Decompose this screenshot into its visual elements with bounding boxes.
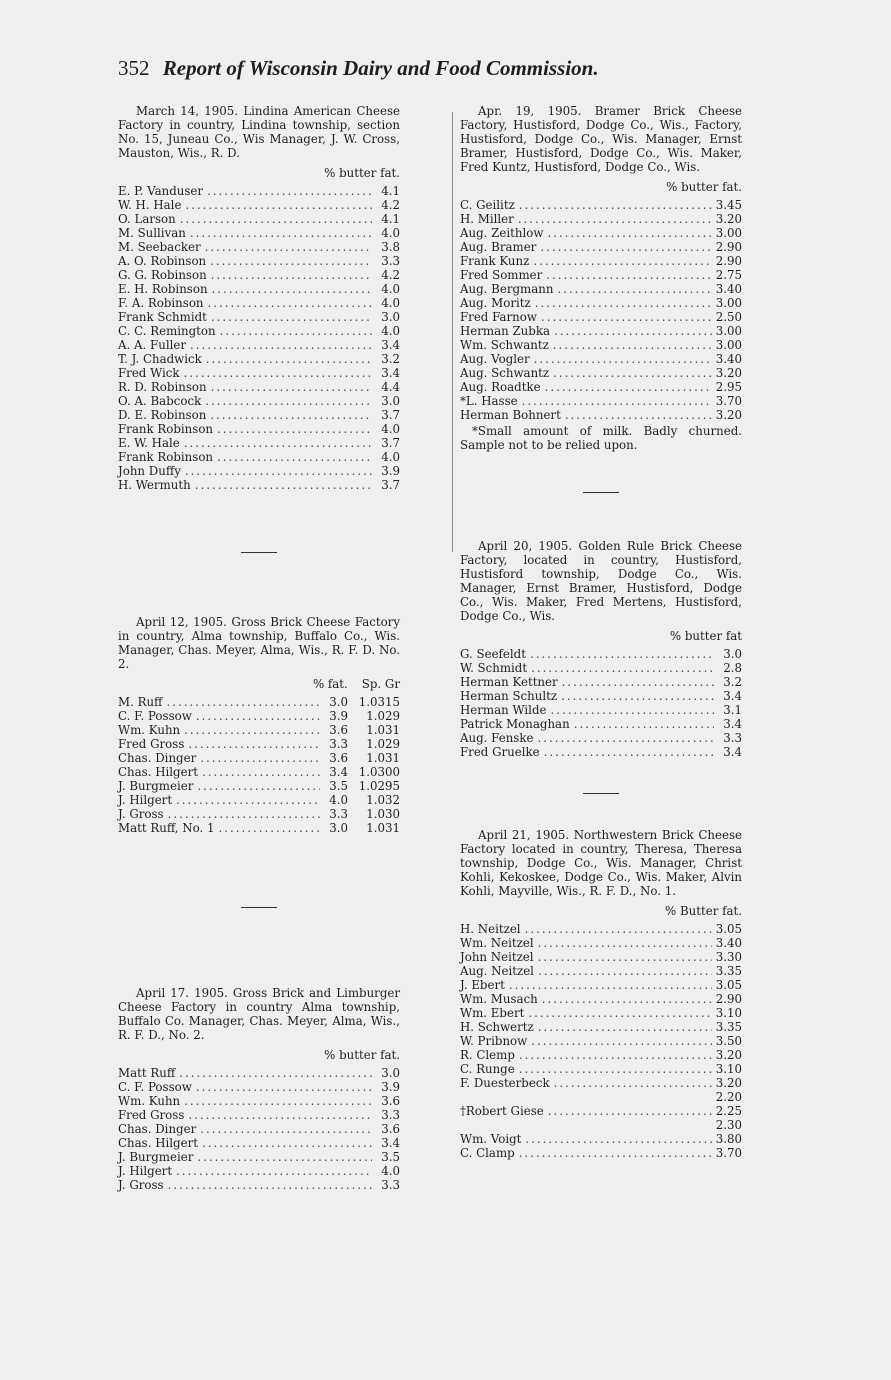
right-column — [460, 104, 742, 1160]
fat-value: 3.4 — [329, 765, 348, 779]
patron-name: H. Miller — [460, 212, 514, 226]
list-item — [118, 737, 400, 751]
patron-name: R. Clemp — [460, 1048, 515, 1062]
fat-value: 3.0 — [381, 310, 400, 324]
list-item — [118, 394, 400, 408]
report-gross-limburger — [118, 986, 400, 1192]
specific-gravity-value: 1.030 — [366, 807, 400, 821]
list-item — [460, 1146, 742, 1160]
fat-value: 3.80 — [715, 1132, 742, 1146]
patron-name: M. Sullivan — [118, 226, 186, 240]
patron-name: Wm. Kuhn — [118, 723, 181, 737]
specific-gravity-value: 1.032 — [366, 793, 400, 807]
patron-name: †Robert Giese — [460, 1104, 544, 1118]
fat-value: 3.0 — [329, 695, 348, 709]
fat-value: 4.0 — [381, 1164, 400, 1178]
patron-name: E. P. Vanduser — [118, 184, 204, 198]
fat-value: 3.50 — [715, 1034, 742, 1048]
patron-name: A. A. Fuller — [118, 338, 186, 352]
list-item — [118, 450, 400, 464]
list-item — [118, 184, 400, 198]
patron-name: Aug. Neitzel — [460, 964, 534, 978]
fat-value: 3.4 — [723, 689, 742, 703]
fat-value: 3.3 — [381, 1178, 400, 1192]
patron-name: F. A. Robinson — [118, 296, 204, 310]
fat-value: 3.0 — [381, 394, 400, 408]
patron-name: Chas. Dinger — [118, 751, 197, 765]
patron-name: G. G. Robinson — [118, 268, 207, 282]
column-header — [460, 629, 742, 643]
patron-name: C. F. Possow — [118, 709, 192, 723]
fat-value: 3.20 — [715, 212, 742, 226]
fat-value: 4.2 — [381, 268, 400, 282]
list-item — [460, 1118, 742, 1132]
list-item — [118, 380, 400, 394]
butter-fat-header: % Butter fat. — [665, 904, 742, 918]
fat-value: 4.1 — [381, 212, 400, 226]
patron-name: M. Seebacker — [118, 240, 201, 254]
report-northwestern — [460, 828, 742, 1160]
list-item — [118, 212, 400, 226]
patron-name: Aug. Bramer — [460, 240, 537, 254]
list-item — [118, 723, 400, 737]
specific-gravity-value: 1.031 — [366, 751, 400, 765]
list-item — [460, 268, 742, 282]
patron-name: Frank Schmidt — [118, 310, 207, 324]
list-item — [460, 647, 742, 661]
list-item — [118, 240, 400, 254]
patron-name: J. Gross — [118, 807, 164, 821]
patron-name: Frank Robinson — [118, 422, 214, 436]
report-lindina — [118, 104, 400, 492]
fat-value: 3.10 — [715, 1006, 742, 1020]
fat-value: 4.0 — [381, 296, 400, 310]
list-item — [118, 1108, 400, 1122]
patron-name: C. Runge — [460, 1062, 515, 1076]
results-list — [460, 198, 742, 422]
fat-value: 3.0 — [723, 647, 742, 661]
list-item — [118, 198, 400, 212]
fat-value: 2.20 — [715, 1090, 742, 1104]
report-bramer-brick — [460, 104, 742, 452]
results-list — [118, 184, 400, 492]
fat-value: 3.10 — [715, 1062, 742, 1076]
patron-name: Frank Robinson — [118, 450, 214, 464]
patron-name: J. Ebert — [460, 978, 505, 992]
patron-name: Aug. Vogler — [460, 352, 530, 366]
fat-value: 2.75 — [715, 268, 742, 282]
patron-name: D. E. Robinson — [118, 408, 207, 422]
list-item — [460, 408, 742, 422]
butter-fat-header: % butter fat. — [324, 166, 400, 180]
column-header — [460, 180, 742, 194]
list-item — [118, 793, 400, 807]
list-item — [460, 282, 742, 296]
patron-name: M. Ruff — [118, 695, 163, 709]
patron-name: J. Hilgert — [118, 793, 173, 807]
report-heading: April 20, 1905. Golden Rule Brick Cheese Factory, located in country, Hustisford, Hustisford township, Dodge Co., Wis. Manager, Ernst Bramer, Hustisford, Dodge Co., Wis. Maker, Fred Mertens, Hustisford, Dodge Co., Wis. — [460, 539, 742, 623]
patron-name: Aug. Zeithlow — [460, 226, 544, 240]
patron-name: Wm. Neitzel — [460, 936, 534, 950]
report-heading: April 17. 1905. Gross Brick and Limburger Cheese Factory in country Alma township, Buffalo Co. Manager, Chas. Meyer, Alma, Wis., R. F. D., No. 2. — [118, 986, 400, 1042]
list-item — [118, 366, 400, 380]
fat-value: 3.05 — [715, 978, 742, 992]
list-item — [460, 1104, 742, 1118]
list-item — [118, 807, 400, 821]
list-item — [118, 422, 400, 436]
list-item — [118, 1066, 400, 1080]
list-item — [460, 1034, 742, 1048]
report-heading: April 12, 1905. Gross Brick Cheese Factory in country, Alma township, Buffalo Co., Wis. Manager, Chas. Meyer, Alma, Wis., R. F. D. No. 2. — [118, 615, 400, 671]
fat-value: 4.0 — [381, 422, 400, 436]
list-item — [118, 1178, 400, 1192]
page-title: Report of Wisconsin Dairy and Food Commission. — [162, 56, 599, 80]
list-item — [460, 226, 742, 240]
fat-value: 3.5 — [381, 1150, 400, 1164]
patron-name: C. Clamp — [460, 1146, 515, 1160]
fat-value: 2.25 — [715, 1104, 742, 1118]
list-item — [460, 324, 742, 338]
list-item — [460, 1020, 742, 1034]
list-item — [118, 1094, 400, 1108]
report-heading: Apr. 19, 1905. Bramer Brick Cheese Factory, Hustisford, Dodge Co., Wis., Factory, Hustisford, Dodge Co., Wis. Manager, Ernst Bramer, Hustisford, Dodge Co., Wis. Maker, Fred Kuntz, Hustisford, Dodge Co., Wis. — [460, 104, 742, 174]
fat-value: 3.70 — [715, 1146, 742, 1160]
fat-value: 3.8 — [381, 240, 400, 254]
patron-name: W. H. Hale — [118, 198, 182, 212]
patron-name: Herman Schultz — [460, 689, 558, 703]
fat-value: 3.4 — [381, 338, 400, 352]
fat-value: 3.20 — [715, 408, 742, 422]
patron-name: C. F. Possow — [118, 1080, 192, 1094]
page-header — [118, 56, 738, 81]
fat-value: 3.9 — [329, 709, 348, 723]
list-item — [460, 992, 742, 1006]
patron-name: Wm. Voigt — [460, 1132, 522, 1146]
fat-value: 4.0 — [329, 793, 348, 807]
fat-value: 4.4 — [381, 380, 400, 394]
patron-name: Wm. Kuhn — [118, 1094, 181, 1108]
fat-value: 4.1 — [381, 184, 400, 198]
patron-name: Fred Farnow — [460, 310, 537, 324]
patron-name: O. A. Babcock — [118, 394, 202, 408]
list-item — [460, 198, 742, 212]
list-item — [118, 296, 400, 310]
fat-value: 3.20 — [715, 1076, 742, 1090]
fat-value: 3.2 — [381, 352, 400, 366]
fat-value: 4.0 — [381, 450, 400, 464]
fat-value: 4.0 — [381, 282, 400, 296]
list-item — [118, 352, 400, 366]
list-item — [460, 978, 742, 992]
butter-fat-header: % butter fat — [669, 629, 742, 643]
list-item — [460, 661, 742, 675]
specific-gravity-header: Sp. Gr — [361, 677, 400, 691]
patron-name: C. C. Remington — [118, 324, 216, 338]
list-item — [460, 703, 742, 717]
fat-value: 3.00 — [715, 338, 742, 352]
fat-value: 3.30 — [715, 950, 742, 964]
fat-value: 3.4 — [723, 745, 742, 759]
fat-value: 3.20 — [715, 1048, 742, 1062]
list-item — [118, 324, 400, 338]
list-item — [460, 1132, 742, 1146]
fat-value: 2.30 — [715, 1118, 742, 1132]
fat-value: 3.6 — [381, 1094, 400, 1108]
fat-value: 3.7 — [381, 436, 400, 450]
fat-value: 3.45 — [715, 198, 742, 212]
fat-value: 3.35 — [715, 1020, 742, 1034]
fat-header: % fat. — [312, 677, 348, 691]
patron-name: R. D. Robinson — [118, 380, 207, 394]
patron-name: Aug. Bergmann — [460, 282, 554, 296]
list-item — [460, 922, 742, 936]
list-item — [460, 936, 742, 950]
specific-gravity-value: 1.031 — [366, 723, 400, 737]
report-heading: March 14, 1905. Lindina American Cheese Factory in country, Lindina township, section No. 15, Juneau Co., Wis Manager, J. W. Cross, Mauston, Wis., R. D. — [118, 104, 400, 160]
fat-value: 3.0 — [381, 1066, 400, 1080]
results-list — [460, 647, 742, 759]
patron-name: Fred Gross — [118, 737, 185, 751]
fat-value: 3.0 — [329, 821, 348, 835]
list-item — [460, 675, 742, 689]
fat-value: 3.4 — [381, 366, 400, 380]
fat-value: 3.05 — [715, 922, 742, 936]
patron-name: T. J. Chadwick — [118, 352, 202, 366]
patron-name: A. O. Robinson — [118, 254, 207, 268]
fat-value: 3.40 — [715, 282, 742, 296]
report-gross-brick — [118, 615, 400, 835]
specific-gravity-value: 1.0295 — [358, 779, 400, 793]
patron-name: F. Duesterbeck — [460, 1076, 550, 1090]
patron-name: H. Schwertz — [460, 1020, 534, 1034]
fat-value: 3.6 — [329, 751, 348, 765]
fat-value: 3.3 — [381, 254, 400, 268]
patron-name: Herman Wilde — [460, 703, 547, 717]
section-divider — [241, 552, 277, 553]
fat-value: 3.3 — [329, 807, 348, 821]
patron-name: Chas. Dinger — [118, 1122, 197, 1136]
fat-value: 4.0 — [381, 226, 400, 240]
patron-name: Fred Sommer — [460, 268, 543, 282]
specific-gravity-value: 1.031 — [366, 821, 400, 835]
fat-value: 3.9 — [381, 464, 400, 478]
list-item — [460, 338, 742, 352]
list-item — [118, 1122, 400, 1136]
list-item — [460, 689, 742, 703]
patron-name: Herman Zubka — [460, 324, 551, 338]
fat-value: 3.7 — [381, 478, 400, 492]
fat-value: 3.20 — [715, 366, 742, 380]
fat-value: 2.90 — [715, 240, 742, 254]
specific-gravity-value: 1.029 — [366, 709, 400, 723]
fat-value: 3.2 — [723, 675, 742, 689]
patron-name: Herman Kettner — [460, 675, 558, 689]
results-list — [118, 1066, 400, 1192]
list-item — [118, 254, 400, 268]
list-item — [460, 1048, 742, 1062]
list-item — [118, 751, 400, 765]
list-item — [118, 1136, 400, 1150]
fat-value: 3.5 — [329, 779, 348, 793]
list-item — [118, 436, 400, 450]
specific-gravity-value: 1.029 — [366, 737, 400, 751]
patron-name: Frank Kunz — [460, 254, 530, 268]
patron-name: E. W. Hale — [118, 436, 180, 450]
fat-value: 3.3 — [723, 731, 742, 745]
patron-name: Wm. Ebert — [460, 1006, 525, 1020]
fat-value: 3.40 — [715, 936, 742, 950]
patron-name: John Duffy — [118, 464, 181, 478]
report-heading: April 21, 1905. Northwestern Brick Cheese Factory located in country, Theresa, Theresa township, Dodge Co., Wis. Manager, Christ Kohli, Kekoskee, Dodge Co., Wis. Maker, Alvin Kohli, Mayville, Wis., R. F. D., No. 1. — [460, 828, 742, 898]
results-list — [118, 695, 400, 835]
fat-value: 3.4 — [723, 717, 742, 731]
column-header — [118, 166, 400, 180]
list-item — [460, 310, 742, 324]
list-item — [460, 1006, 742, 1020]
list-item — [460, 717, 742, 731]
patron-name: Patrick Monaghan — [460, 717, 570, 731]
list-item — [460, 1090, 742, 1104]
list-item — [118, 310, 400, 324]
patron-name: Herman Bohnert — [460, 408, 561, 422]
section-divider — [583, 492, 619, 493]
list-item — [460, 745, 742, 759]
fat-value: 3.00 — [715, 296, 742, 310]
fat-value: 3.3 — [329, 737, 348, 751]
fat-value: 3.70 — [715, 394, 742, 408]
fat-value: 2.50 — [715, 310, 742, 324]
specific-gravity-value: 1.0315 — [358, 695, 400, 709]
list-item — [118, 1164, 400, 1178]
list-item — [118, 464, 400, 478]
patron-name: W. Pribnow — [460, 1034, 528, 1048]
list-item — [118, 478, 400, 492]
patron-name: Aug. Moritz — [460, 296, 531, 310]
list-item — [460, 380, 742, 394]
fat-value: 2.95 — [715, 380, 742, 394]
patron-name: Fred Gross — [118, 1108, 185, 1122]
list-item — [118, 1150, 400, 1164]
page-number: 352 — [118, 56, 150, 80]
list-item — [118, 709, 400, 723]
patron-name: Aug. Roadtke — [460, 380, 541, 394]
column-divider — [452, 112, 453, 552]
list-item — [460, 366, 742, 380]
patron-name: H. Wermuth — [118, 478, 191, 492]
column-header — [118, 677, 400, 691]
patron-name: J. Burgmeier — [118, 779, 194, 793]
patron-name: Wm. Musach — [460, 992, 538, 1006]
patron-name: C. Geilitz — [460, 198, 515, 212]
fat-value: 3.1 — [723, 703, 742, 717]
list-item — [118, 268, 400, 282]
list-item — [460, 240, 742, 254]
report-golden-rule — [460, 539, 742, 759]
fat-value: 3.40 — [715, 352, 742, 366]
patron-name: Aug. Schwantz — [460, 366, 550, 380]
section-divider — [241, 907, 277, 908]
fat-value: 3.3 — [381, 1108, 400, 1122]
list-item — [460, 731, 742, 745]
specific-gravity-value: 1.0300 — [358, 765, 400, 779]
fat-value: 2.90 — [715, 992, 742, 1006]
patron-name: J. Gross — [118, 1178, 164, 1192]
patron-name: John Neitzel — [460, 950, 534, 964]
fat-value: 3.00 — [715, 324, 742, 338]
list-item — [460, 1062, 742, 1076]
list-item — [118, 695, 400, 709]
patron-name: J. Burgmeier — [118, 1150, 194, 1164]
list-item — [460, 950, 742, 964]
column-header — [118, 1048, 400, 1062]
patron-name: Matt Ruff, No. 1 — [118, 821, 215, 835]
list-item — [118, 338, 400, 352]
results-list — [460, 922, 742, 1160]
list-item — [460, 394, 742, 408]
patron-name: O. Larson — [118, 212, 176, 226]
fat-value: 3.4 — [381, 1136, 400, 1150]
section-divider — [583, 793, 619, 794]
butter-fat-header: % butter fat. — [324, 1048, 400, 1062]
list-item — [118, 1080, 400, 1094]
column-header — [460, 904, 742, 918]
patron-name: Fred Gruelke — [460, 745, 540, 759]
fat-value: 3.00 — [715, 226, 742, 240]
fat-value: 3.6 — [329, 723, 348, 737]
patron-name: W. Schmidt — [460, 661, 528, 675]
list-item — [118, 282, 400, 296]
patron-name: J. Hilgert — [118, 1164, 173, 1178]
fat-value: 3.35 — [715, 964, 742, 978]
fat-value: 2.8 — [723, 661, 742, 675]
fat-value: 3.7 — [381, 408, 400, 422]
list-item — [460, 212, 742, 226]
patron-name: *L. Hasse — [460, 394, 518, 408]
footnote: *Small amount of milk. Badly churned. Sample not to be relied upon. — [460, 424, 742, 452]
fat-value: 3.9 — [381, 1080, 400, 1094]
left-column — [118, 104, 400, 1192]
list-item — [460, 964, 742, 978]
patron-name: Matt Ruff — [118, 1066, 176, 1080]
fat-value: 3.6 — [381, 1122, 400, 1136]
list-item — [460, 352, 742, 366]
list-item — [118, 765, 400, 779]
fat-value: 2.90 — [715, 254, 742, 268]
patron-name: Chas. Hilgert — [118, 765, 198, 779]
list-item — [118, 226, 400, 240]
list-item — [118, 408, 400, 422]
list-item — [460, 296, 742, 310]
patron-name: H. Neitzel — [460, 922, 521, 936]
patron-name: G. Seefeldt — [460, 647, 526, 661]
fat-value: 4.2 — [381, 198, 400, 212]
list-item — [118, 821, 400, 835]
patron-name: E. H. Robinson — [118, 282, 208, 296]
patron-name: Fred Wick — [118, 366, 180, 380]
list-item — [118, 779, 400, 793]
fat-value: 4.0 — [381, 324, 400, 338]
patron-name: Chas. Hilgert — [118, 1136, 198, 1150]
list-item — [460, 254, 742, 268]
butter-fat-header: % butter fat. — [666, 180, 742, 194]
patron-name: Aug. Fenske — [460, 731, 534, 745]
list-item — [460, 1076, 742, 1090]
patron-name: Wm. Schwantz — [460, 338, 549, 352]
